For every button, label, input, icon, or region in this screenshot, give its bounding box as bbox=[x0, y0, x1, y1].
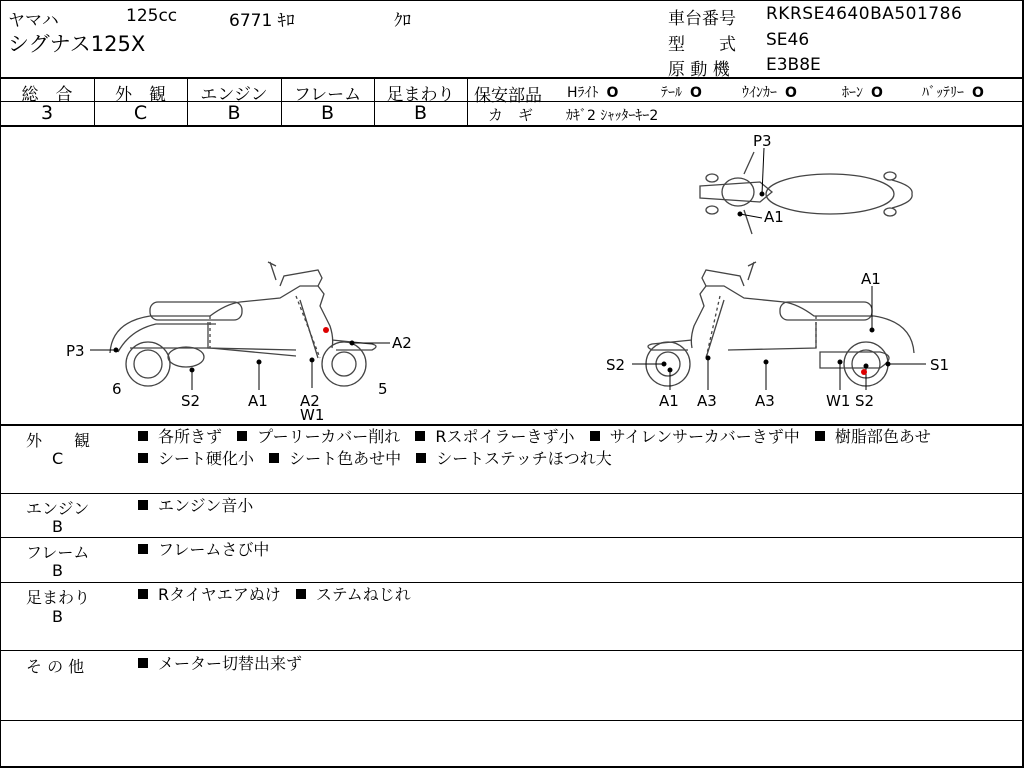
diagram-label: A1 bbox=[659, 392, 679, 410]
remark-grade-exterior: C bbox=[52, 449, 64, 468]
diagram-label: 5 bbox=[378, 380, 388, 398]
bullet-icon bbox=[590, 431, 600, 441]
safety-label: 保安部品 bbox=[474, 86, 542, 106]
diagram-label: A1 bbox=[248, 392, 268, 410]
ok-mark-icon: O bbox=[606, 85, 619, 101]
grade-exterior: C bbox=[133, 102, 148, 124]
frame-no: RKRSE4640BA501786 bbox=[766, 4, 963, 24]
grade-header-suspension: 足まわり bbox=[386, 85, 455, 105]
bullet-icon bbox=[138, 431, 148, 441]
grade-overall: 3 bbox=[40, 102, 54, 124]
diagram-label: 6 bbox=[112, 380, 122, 398]
scooter-side-left-icon bbox=[110, 262, 376, 386]
grade-engine: B bbox=[227, 102, 241, 124]
diagram-label: A2 bbox=[300, 392, 320, 410]
bullet-icon bbox=[138, 589, 148, 599]
diagram-label: S2 bbox=[181, 392, 201, 410]
diagram-label: A3 bbox=[697, 392, 717, 410]
bullet-icon bbox=[237, 431, 247, 441]
remark-divider bbox=[0, 720, 1024, 721]
key-label: カ ギ bbox=[488, 106, 534, 124]
ok-mark-icon: O bbox=[690, 85, 702, 101]
damage-diagram bbox=[0, 126, 1024, 424]
safety-item-headlight: Hﾗｲﾄ O bbox=[567, 85, 619, 101]
diagram-label: A1 bbox=[764, 208, 784, 226]
color: ｸﾛ bbox=[394, 11, 411, 31]
safety-item-battery: ﾊﾞｯﾃﾘｰ O bbox=[922, 85, 984, 101]
mileage: 6771 ｷﾛ bbox=[229, 11, 295, 31]
ok-mark-icon: O bbox=[871, 85, 883, 101]
grid-line bbox=[467, 78, 468, 126]
remark-items-other: メーター切替出来ず bbox=[136, 653, 310, 675]
scooter-top-view-icon bbox=[700, 152, 912, 234]
diagram-label: S1 bbox=[930, 356, 950, 374]
remark-items-suspension: Rタイヤエアぬけ ステムねじれ bbox=[136, 584, 419, 606]
bullet-icon bbox=[416, 453, 426, 463]
diagram-label: W1 bbox=[826, 392, 851, 410]
bullet-icon bbox=[138, 544, 148, 554]
safety-item-winker: ｳｲﾝｶｰ O bbox=[742, 85, 797, 101]
ok-mark-icon: O bbox=[785, 85, 797, 101]
displacement: 125cc bbox=[126, 6, 178, 26]
type-value: SE46 bbox=[766, 30, 810, 50]
grade-frame: B bbox=[320, 102, 335, 124]
diagram-label: W1 bbox=[300, 406, 325, 424]
remark-divider bbox=[0, 582, 1024, 583]
header-divider bbox=[0, 77, 1024, 79]
safety-item-tail: ﾃｰﾙ O bbox=[661, 85, 702, 101]
remark-divider bbox=[0, 493, 1024, 494]
diagram-label: A1 bbox=[861, 270, 881, 288]
bullet-icon bbox=[296, 589, 306, 599]
bullet-icon bbox=[138, 658, 148, 668]
remark-divider bbox=[0, 650, 1024, 651]
grade-header-engine: エンジン bbox=[200, 85, 268, 105]
remark-grade-engine: B bbox=[52, 517, 63, 536]
type-label: 型 式 bbox=[668, 35, 736, 55]
key-value: ｶｷﾞ2 ｼｬｯﾀｰｷｰ2 bbox=[566, 108, 659, 124]
safety-item-horn: ﾎｰﾝ O bbox=[842, 85, 883, 101]
diagram-label: P3 bbox=[753, 132, 772, 150]
bullet-icon bbox=[138, 453, 148, 463]
engine-label: 原 動 機 bbox=[668, 60, 730, 80]
remark-divider bbox=[0, 537, 1024, 538]
grade-header-overall: 総 合 bbox=[21, 85, 73, 105]
remark-category-frame: フレーム bbox=[26, 543, 90, 562]
bullet-icon bbox=[815, 431, 825, 441]
remark-category-other: そ の 他 bbox=[26, 657, 85, 676]
remark-category-engine: エンジン bbox=[26, 499, 90, 518]
remark-grade-frame: B bbox=[52, 561, 63, 580]
remark-grade-suspension: B bbox=[52, 607, 63, 626]
frame-no-label: 車台番号 bbox=[668, 9, 736, 29]
grade-suspension: B bbox=[413, 102, 428, 124]
remark-category-exterior: 外 観 bbox=[26, 431, 91, 450]
ok-mark-icon: O bbox=[972, 85, 984, 101]
grade-header-frame: フレーム bbox=[293, 85, 362, 105]
diagram-label: A2 bbox=[392, 334, 412, 352]
remark-items-exterior: 各所きず プーリーカバー削れ Rスポイラーきず小 サイレンサーカバーきず中 樹脂部色あせ シート硬化小 シート色あせ中 シートステッチほつれ大 bbox=[136, 426, 1016, 470]
remark-items-engine: エンジン音小 bbox=[136, 495, 261, 517]
engine-value: E3B8E bbox=[766, 55, 821, 75]
diagram-label: S2 bbox=[855, 392, 875, 410]
bullet-icon bbox=[138, 500, 148, 510]
diagram-label: P3 bbox=[66, 342, 85, 360]
diagram-label: A3 bbox=[755, 392, 775, 410]
bullet-icon bbox=[269, 453, 279, 463]
remark-category-suspension: 足まわり bbox=[26, 588, 91, 607]
model-name: シグナス125X bbox=[8, 32, 146, 56]
remark-items-frame: フレームさび中 bbox=[136, 539, 277, 561]
grade-header-exterior: 外 観 bbox=[115, 85, 166, 105]
bullet-icon bbox=[415, 431, 425, 441]
maker: ヤマハ bbox=[8, 11, 59, 31]
diagram-label: S2 bbox=[606, 356, 626, 374]
